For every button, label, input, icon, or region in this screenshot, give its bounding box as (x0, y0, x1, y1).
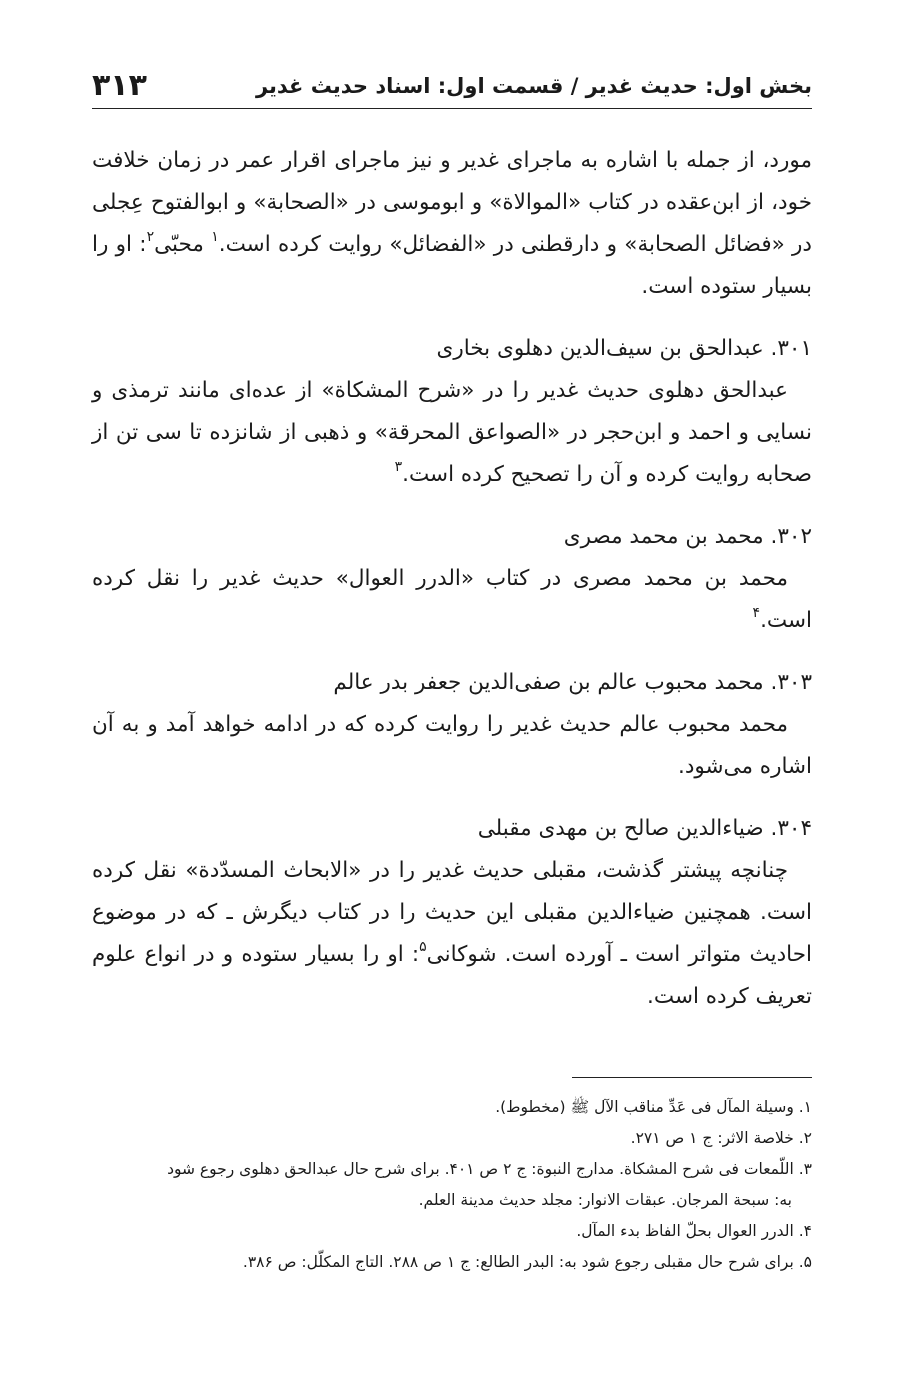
footnote-3-continuation: به: سبحة المرجان. عبقات الانوار: مجلد حدیث مدینة العلم. (418, 1191, 792, 1209)
entry-heading-303: ۳۰۳. محمد محبوب عالم بن صفی‌الدین جعفر بدر عالم (333, 670, 812, 695)
footnote-2: ۲. خلاصة الاثر: ج ۱ ص ۲۷۱. (630, 1129, 812, 1147)
page-number: ۳۱۳ (92, 68, 147, 103)
entry-text-302 (92, 558, 812, 642)
intro-text: مورد، از جمله با اشاره به ماجرای غدیر و نیز ماجرای اقرار عمر در زمان خلافت خود، از ابن‌عقده در کتاب «الموالاة» و ابوموسی در «الصحابة» و ابوالفتوح عِجلی در «فضائل الصحابة» و دارقطنی در «الفضائل» روایت کرده است. (92, 148, 813, 257)
entry-heading-302: ۳۰۲. محمد بن محمد مصری (563, 524, 812, 549)
entry-304-text-after: : او را بسیار ستوده و در انواع علوم تعریف کرده است. (92, 942, 812, 1009)
entry-heading-304: ۳۰۴. ضیاءالدین صالح بن مهدی مقبلی (477, 816, 812, 841)
footnote-1: ۱. وسیلة المآل فی عَدِّ مناقب الآل ﷺ (مخطوط). (495, 1098, 812, 1116)
main-text (92, 140, 812, 1018)
footnote-4: ۴. الدرر العوال بحلّ الفاظ بدء المآل. (576, 1222, 812, 1240)
entry-302-text: محمد بن محمد مصری در کتاب «الدرر العوال» حدیث غدیر را نقل کرده است. (92, 566, 812, 633)
footnote-ref-4: ۴ (752, 605, 761, 622)
intro-tail-after: : او را بسیار ستوده است. (92, 232, 812, 299)
entry-text-301 (92, 370, 812, 496)
entry-304-text-before: چنانچه پیشتر گذشت، مقبلی حدیث غدیر را در «الابحاث المسدّدة» نقل کرده است. همچنین ضیاءالدین مقبلی این حدیث را در کتاب دیگرش ـ که در موضوع احادیث متواتر است ـ آورده است. شوکانی (92, 858, 812, 967)
footnote-separator (572, 1077, 812, 1078)
footnote-ref-1: ۱ (211, 229, 219, 246)
entry-text-303: محمد محبوب عالم حدیث غدیر را روایت کرده که در ادامه خواهد آمد و به آن اشاره می‌شود. (92, 712, 812, 779)
running-header (92, 68, 812, 109)
footnote-ref-2: ۲ (146, 229, 155, 246)
footnote-5: ۵. برای شرح حال مقبلی رجوع شود به: البدر الطالع: ج ۱ ص ۲۸۸. التاج المکلّل: ص ۳۸۶. (242, 1253, 812, 1271)
footnote-ref-3: ۳ (394, 459, 403, 476)
entry-text-304 (92, 850, 812, 1018)
intro-tail-before: محبّی (154, 232, 212, 257)
entry-heading-301: ۳۰۱. عبدالحق بن سیف‌الدین دهلوی بخاری (436, 336, 812, 361)
running-head-title: بخش اول: حدیث غدیر / قسمت اول: اسناد حدیث غدیر (255, 74, 812, 98)
footnotes (92, 1092, 812, 1278)
footnote-3: ۳. اللّمعات فی شرح المشکاة. مدارج النبوة: ج ۲ ص ۴۰۱. برای شرح حال عبدالحق دهلوی رجوع شود (167, 1160, 812, 1178)
footnote-ref-5: ۵ (419, 939, 427, 956)
book-page (92, 0, 812, 1390)
intro-paragraph (92, 140, 812, 308)
entry-301-text: عبدالحق دهلوی حدیث غدیر را در «شرح المشکاة» از عده‌ای مانند ترمذی و نسایی و احمد و ابن‌حجر در «الصواعق المحرقة» و ذهبی از شانزده تا سی تن از صحابه روایت کرده و آن را تصحیح کرده است. (92, 378, 812, 487)
